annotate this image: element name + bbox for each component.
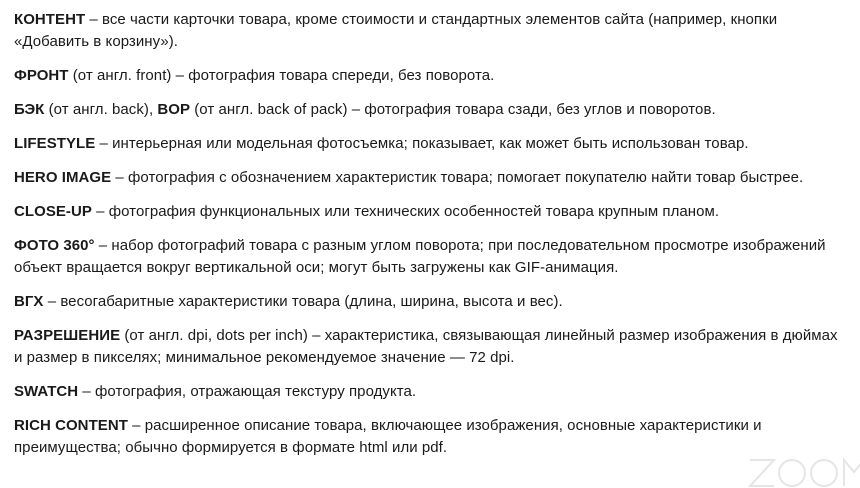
glossary-entry-vgh: [14, 291, 846, 313]
glossary-entry-lifestyle: [14, 133, 846, 155]
glossary-entry-photo-360: [14, 235, 846, 279]
glossary-entry-swatch: [14, 381, 846, 403]
glossary-entry-front: [14, 65, 846, 87]
term-secondary: BOP: [157, 101, 191, 118]
definition: – фотография функциональных или технических особенностей товара крупным планом.: [91, 203, 720, 220]
zoom-logo-watermark-icon: [746, 448, 860, 488]
definition: – интерьерная или модельная фотосъемка; показывает, как может быть использован товар.: [95, 135, 749, 152]
term: ФОТО 360°: [14, 237, 95, 254]
term: БЭК: [14, 101, 45, 118]
definition: – набор фотографий товара с разным углом поворота; при последовательном просмотре изображений объект вращается вокруг вертикальной оси; могут быть загружены как GIF-анимация.: [14, 237, 826, 276]
definition: – все части карточки товара, кроме стоимости и стандартных элементов сайта (например, кнопки «Добавить в корзину»).: [14, 11, 778, 50]
term: HERO IMAGE: [14, 169, 112, 186]
glossary-entry-close-up: [14, 201, 846, 223]
definition: (от англ. back of pack) – фотография товара сзади, без углов и поворотов.: [190, 101, 716, 118]
glossary-entry-rich-content: [14, 415, 846, 459]
glossary-entry-resolution: [14, 325, 846, 369]
term: CLOSE-UP: [14, 203, 92, 220]
definition: (от англ. front) – фотография товара спереди, без поворота.: [68, 67, 495, 84]
definition: – фотография с обозначением характеристик товара; помогает покупателю найти товар быстрее.: [111, 169, 804, 186]
glossary-entry-content: [14, 9, 846, 53]
term: LIFESTYLE: [14, 135, 96, 152]
term: ФРОНТ: [14, 67, 69, 84]
term: RICH CONTENT: [14, 417, 128, 434]
term: ВГХ: [14, 293, 44, 310]
definition: – весогабаритные характеристики товара (длина, ширина, высота и вес).: [43, 293, 563, 310]
definition: – фотография, отражающая текстуру продукта.: [78, 383, 417, 400]
glossary-entry-back: [14, 99, 846, 121]
definition-part: (от англ. back),: [44, 101, 158, 118]
definition: – расширенное описание товара, включающее изображения, основные характеристики и преимущества; обычно формируется в формате html или pdf.: [14, 417, 762, 456]
term: SWATCH: [14, 383, 79, 400]
term: КОНТЕНТ: [14, 11, 86, 28]
glossary-entry-hero-image: [14, 167, 846, 189]
term: РАЗРЕШЕНИЕ: [14, 327, 121, 344]
definition: (от англ. dpi, dots per inch) – характеристика, связывающая линейный размер изображения в дюймах и размер в пикселях; минимальное рекомендуемое значение — 72 dpi.: [14, 327, 838, 366]
glossary-list: [14, 9, 846, 471]
